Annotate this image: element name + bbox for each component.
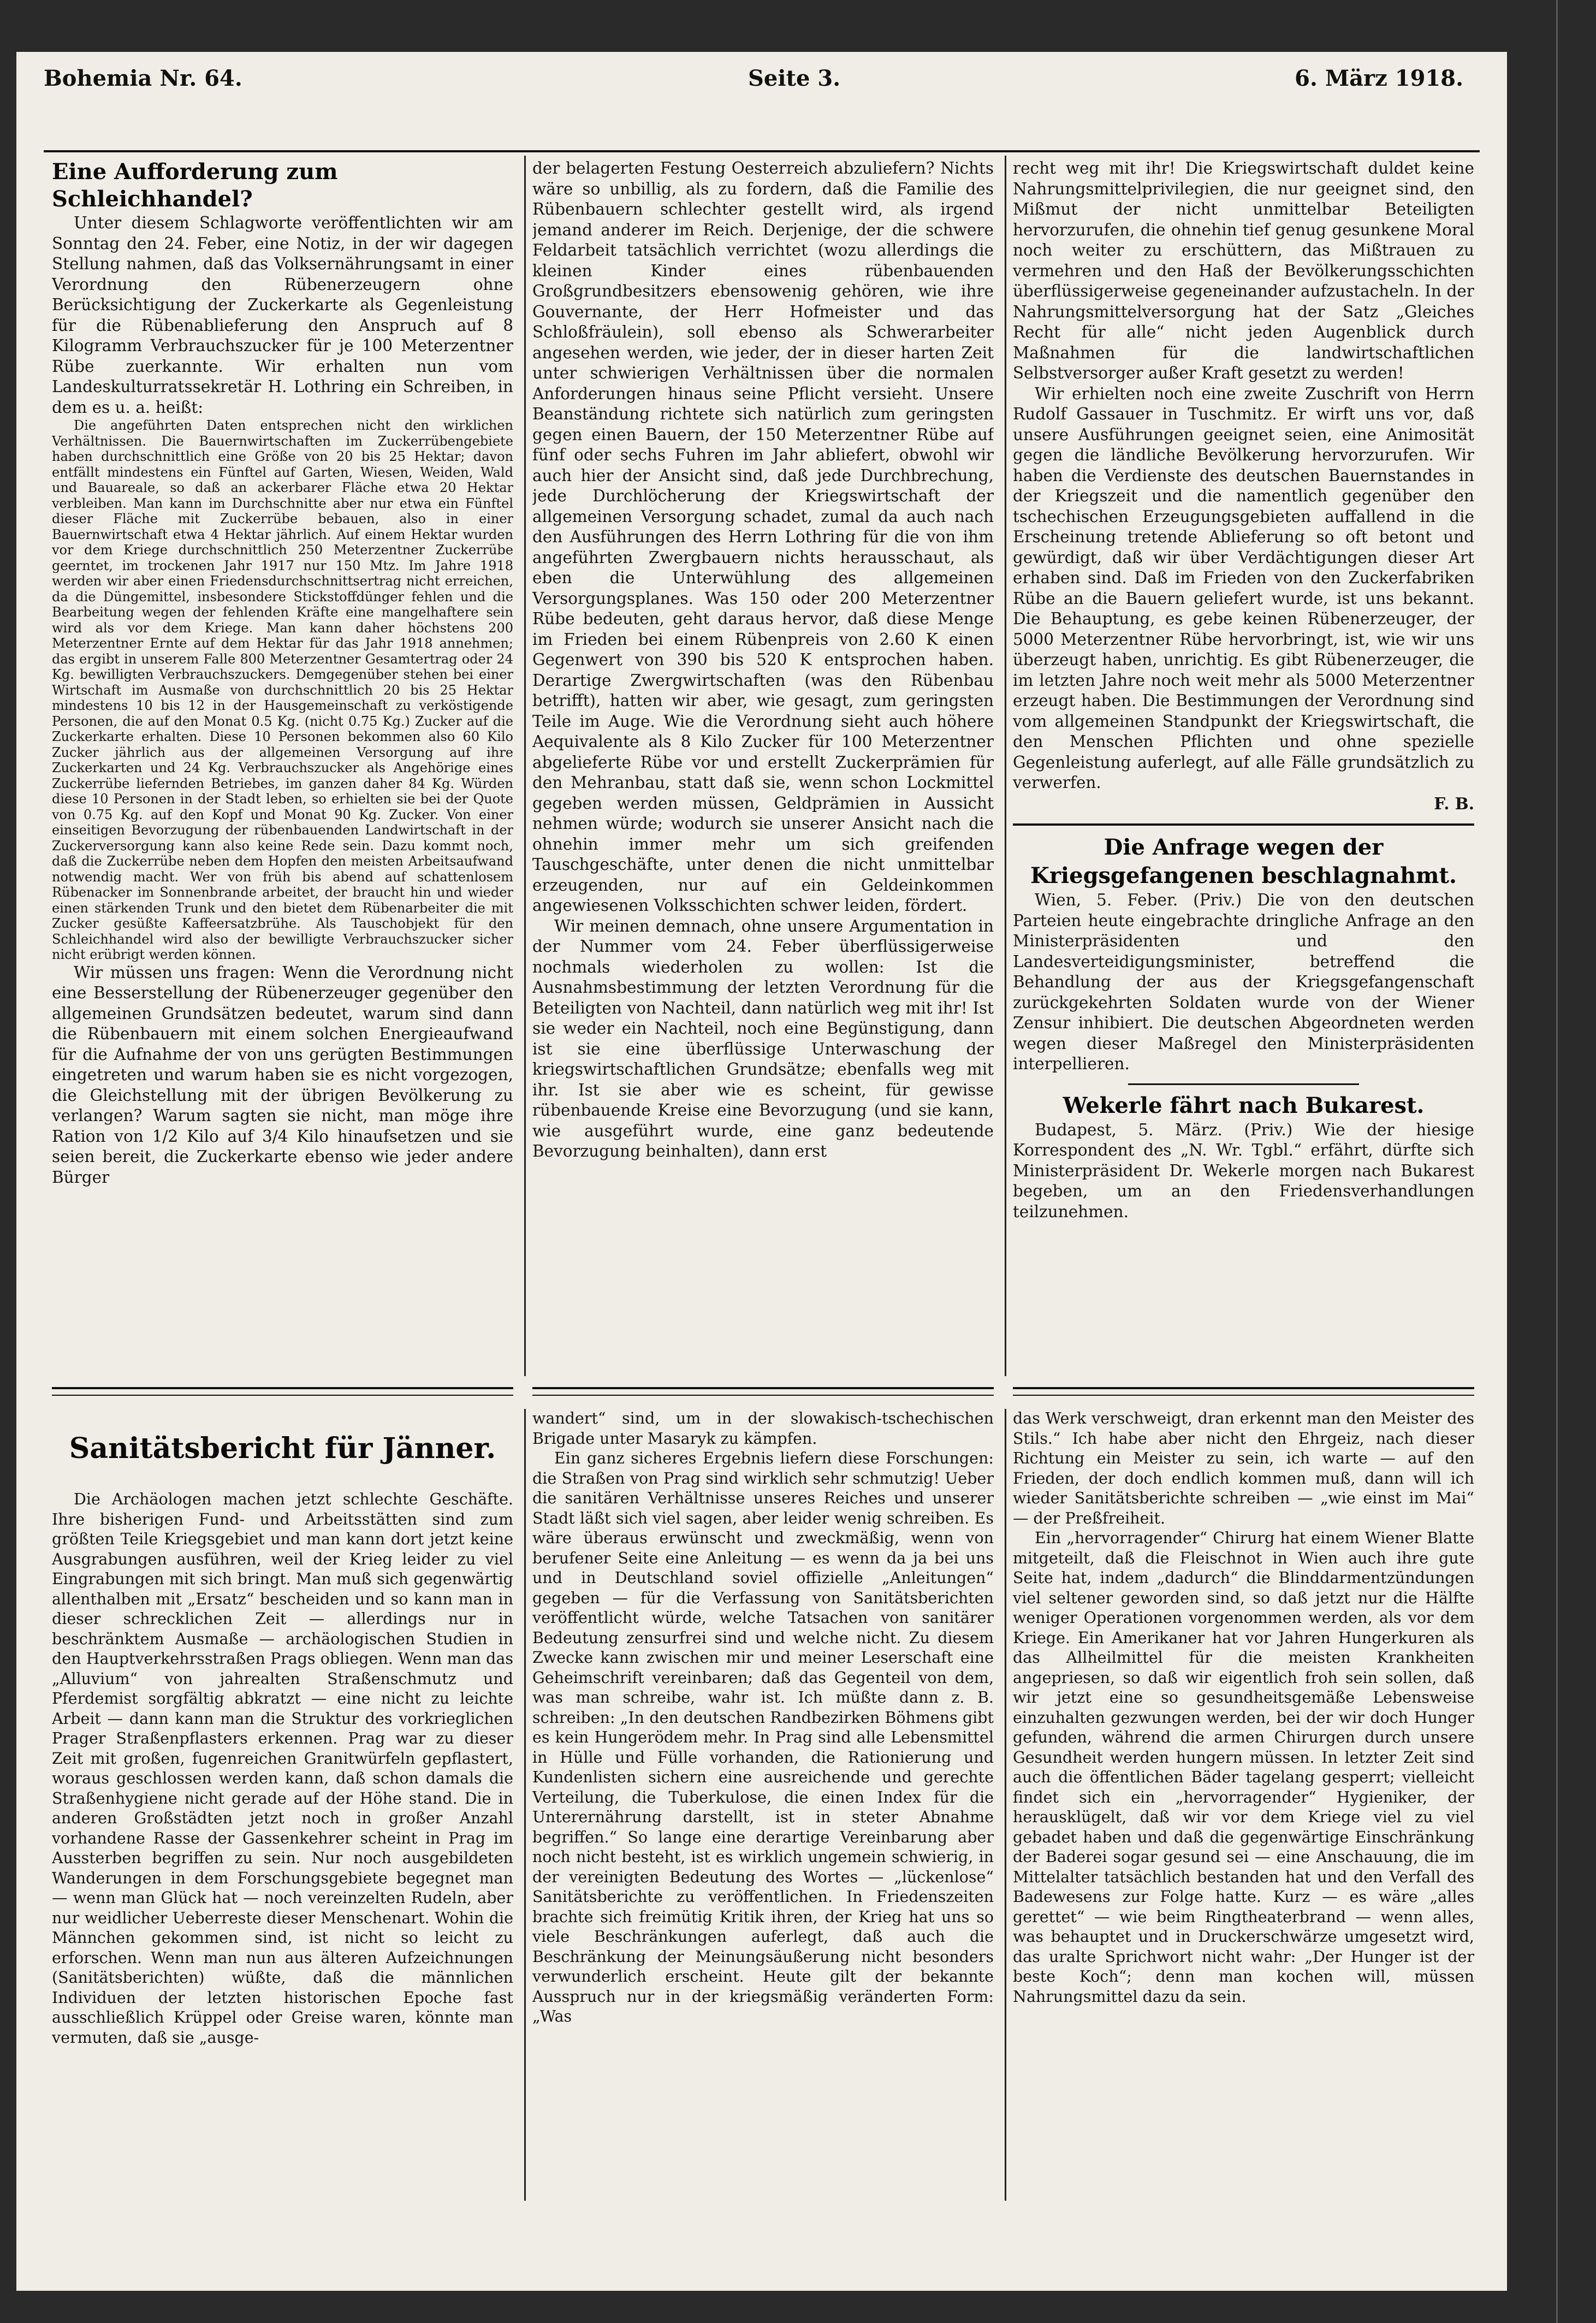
aufforderung-paragraph-2: Wir müssen uns fragen: Wenn die Verordnung nicht eine Besserstellung der Rübenerzeuger gegenüber den allgemeinen Grundsätzen bedeutet, warum sind dann die Rübenbauern mit einem solchen Energieaufwand für die Aufnahme der von uns gerügten Bestimmungen eingetreten und warum haben sie es nicht vorgezogen, die Gleichstellung mit der übrigen Bevölkerung zu verlangen? Warum sagten sie nicht, man möge ihre Ration von 1/2 Kilo auf 3/4 Kilo hinaufsetzen und sie seien bereit, die Zuckerkarte ebenso wie jeder andere Bürger xyxy=(52,963,513,1187)
section-rule-middle xyxy=(532,1387,994,1396)
headline-wekerle: Wekerle fährt nach Bukarest. xyxy=(1063,1092,1425,1118)
wekerle-text: Budapest, 5. März. (Priv.) Wie der hiesige Korrespondent des „N. Wr. Tgbl.“ erfährt, dürfte sich Ministerpräsident Dr. Wekerle morgen nach Bukarest begeben, um an den Friedensverhandlungen teilzunehmen. xyxy=(1013,1120,1474,1221)
column-rule-4 xyxy=(1005,1409,1006,2201)
column-3-lower xyxy=(1013,1409,1474,2201)
headline-sanitaetsbericht: Sanitätsbericht für Jänner. xyxy=(69,1432,496,1465)
aufforderung-paragraph-6: Wir erhielten noch eine zweite Zuschrift von Herrn Rudolf Gassauer in Tuschmitz. Er wirft uns vor, daß unsere Ausführungen geeignet seien, eine Animosität gegen die ländliche Bevölkerung hervorzurufen. Wir haben die Verdienste des deutschen Bauernstandes in der Kriegszeit und die namentlich gegenüber den tschechischen Erzeugungsgebieten auffallend in die Erscheinung tretende Ablieferung so oft betont und gewürdigt, daß wir über Verdächtigungen dieser Art erhaben sind. Daß im Frieden von den Zuckerfabriken Rübe an die Bauern geliefert wurde, ist uns bekannt. Die Behauptung, es gebe keinen Rübenerzeuger, der 5000 Meterzentner Rübe hervorbringt, ist, wie wir uns überzeugt haben, unrichtig. Es gibt Rübenerzeuger, die im letzten Jahre noch weit mehr als 5000 Meterzentner erzeugt haben. Die Bestimmungen der Verordnung sind vom allgemeinen Standpunkt der Kriegswirtschaft, die den Menschen Pflichten und ohne spezielle Gegenleistung auferlegt, auf alle Fälle grundsätzlich zu verwerfen. xyxy=(1013,384,1474,792)
masthead-date: 6. März 1918. xyxy=(1295,66,1463,91)
aufforderung-paragraph-4: Wir meinen demnach, ohne unsere Argumentation in der Nummer vom 24. Feber überflüssigerweise nochmals wiederholen zu wollen: Ist die Ausnahmsbestimmung der letzten Verordnung für die Beteiligten von Nachteil, dann natürlich weg mit ihr! Ist sie weder ein Nachteil, noch eine Begünstigung, dann ist sie eine überflüssige Unterwaschung der kriegswirtschaftlichen Grundsätze; ebenfalls weg mit ihr. Ist sie aber wie es scheint, für gewisse rübenbauende Kreise eine Bevorzugung (und sie kann, wie ausgeführt wurde, eine ganz bedeutende Bevorzugung beinhalten), dann erst xyxy=(532,916,994,1160)
column-2-lower xyxy=(532,1409,994,2201)
sanitaet-paragraph-3: Ein ganz sicheres Ergebnis liefern diese Forschungen: die Straßen von Prag sind wirklich sehr schmutzig! Ueber die sanitären Verhältnisse unseres Reiches und unserer Stadt läßt sich viel sagen, aber leider wenig schreiben. Es wäre überaus erwünscht und zweckmäßig, wenn von berufener Seite eine Anleitung — es wenn da ja bei uns und in Deutschland soviel offizielle „Anleitungen“ gegeben — für die Verfassung von Sanitätsberichten veröffentlicht würde, welche Tatsachen von sanitärer Bedeutung zensurfrei sind und welche nicht. Zu diesem Zwecke kann zwischen mir und meiner Leserschaft eine Geheimschrift vereinbaren; daß das Gegenteil von dem, was man schreibe, wahr ist. Ich müßte dann z. B. schreiben: „In den deutschen Randbezirken Böhmens gibt es kein Hungerödem mehr. In Prag sind alle Lebensmittel in Hülle und Fülle vorhanden, die Rationierung und Kundenlisten sichern eine ausreichende und gerechte Verteilung, die Tuberkulose, die einen Index für die Unterernährung darstellt, ist in steter Abnahme begriffen.“ So lange eine derartige Vereinbarung aber noch nicht besteht, ist es wirklich ungemein schwierig, in der vereinigten Bedeutung des Wortes — „lückenlose“ Sanitätsberichte zu veröffentlichen. In Friedenszeiten brachte sich freimütig Kritik ihren, der Krieg hat uns so viele Beschränkungen auferlegt, daß auch die Beschränkung der Meinungsäußerung nicht besonders verwunderlich erscheint. Heute gilt der bekannte Ausspruch nur in der kriegsmäßig veränderten Form: „Was xyxy=(532,1449,994,2025)
column-rule-3 xyxy=(524,1409,526,2201)
column-rule-1 xyxy=(524,156,526,1376)
article-divider xyxy=(1013,823,1474,826)
aufforderung-paragraph-1: Unter diesem Schlagworte veröffentlichten wir am Sonntag den 24. Feber, eine Notiz, in der wir dagegen Stellung nahmen, daß das Volksernährungsamt in einer Verordnung den Rübenerzeugern ohne Berücksichtigung der Zuckerkarte als Gegenleistung für die Rübenablieferung den Anspruch auf 8 Kilogramm Verbrauchszucker für je 100 Meterzentner Rübe zuerkannte. Wir erhalten nun vom Landeskulturratssekretär H. Lothring ein Schreiben, in dem es u. a. heißt: xyxy=(52,214,513,417)
section-rule-left xyxy=(52,1387,513,1396)
column-3-upper xyxy=(1013,158,1474,1376)
masthead xyxy=(44,60,1463,98)
page-edge xyxy=(1556,0,1558,2323)
headline-anfrage: Die Anfrage wegen der Kriegsgefangenen beschlagnahmt. xyxy=(1030,834,1457,888)
column-1-upper xyxy=(52,158,513,1376)
masthead-issue: Bohemia Nr. 64. xyxy=(44,66,242,91)
sanitaet-paragraph-2: wandert“ sind, um in der slowakisch-tschechischen Brigade unter Masaryk zu kämpfen. xyxy=(532,1409,994,1448)
aufforderung-signature: F. B. xyxy=(1434,793,1474,813)
column-rule-2 xyxy=(1005,156,1006,1376)
section-rule-right xyxy=(1013,1387,1474,1396)
article-divider-short xyxy=(1128,1083,1359,1085)
masthead-page-number: Seite 3. xyxy=(748,66,841,91)
headline-aufforderung: Eine Aufforderung zum Schleichhandel? xyxy=(52,159,338,212)
column-1-lower xyxy=(52,1420,513,2201)
sanitaet-paragraph-4: das Werk verschweigt, dran erkennt man den Meister des Stils.“ Ich habe aber nicht den Ehrgeiz, nach dieser Richtung ein Meister zu sein, ich warte — auf den Frieden, der doch endlich kommen muß, dann will ich wieder Sanitätsberichte schreiben — „wie einst im Mai“ — der Preßfreiheit. xyxy=(1013,1409,1474,1527)
masthead-rule xyxy=(44,150,1480,152)
sanitaet-paragraph-1: Die Archäologen machen jetzt schlechte Geschäfte. Ihre bisherigen Fund- und Arbeitsstätten sind zum größten Teile Kriegsgebiet und man kann dort jetzt keine Ausgrabungen ausführen, weil der Krieg leider zu viel Eingrabungen mit sich bringt. Man muß sich gegenwärtig allenthalben mit „Ersatz“ bescheiden und so kann man in dieser schrecklichen Zeit — allerdings nur in beschränktem Ausmaße — archäologischen Studien in den Hauptverkehrsstraßen Prags obliegen. Wenn man das „Alluvium“ von jahrealten Straßenschmutz und Pferdemist sorgfältig abkratzt — eine nicht zu leichte Arbeit — dann kann man die Struktur des vorkrieglichen Prager Straßenpflasters erkennen. Prag war zu dieser Zeit mit großen, fugenreichen Granitwürfeln gepflastert, woraus geschlossen werden kann, daß schon damals die Straßenhygiene nicht gerade auf der Höhe stand. Die in anderen Großstädten jetzt noch in großer Anzahl vorhandene Rasse der Gassenkehrer scheint in Prag im Aussterben begriffen zu sein. Nur noch ausgebildeten Wanderungen in dem Forschungsgebiete begegnet man — wenn man Glück hat — noch vereinzelten Rudeln, aber nur weidlicher Ueberreste dieser Menschenart. Wohin die Männchen gekommen sind, ist nicht so leicht zu erforschen. Wenn man nun aus älteren Aufzeichnungen (Sanitätsberichten) wüßte, daß die männlichen Individuen der letzten historischen Epoche fast ausschließlich Krüppel oder Greise waren, könnte man vermuten, daß sie „ausge- xyxy=(52,1490,513,2047)
column-2-upper xyxy=(532,158,994,1376)
aufforderung-paragraph-5: recht weg mit ihr! Die Kriegswirtschaft duldet keine Nahrungsmittelprivilegien, die nur geeignet sind, den Mißmut der nicht unmittelbar Beteiligten hervorzurufen, die ohnehin tief genug gesunkene Moral noch weiter zu erschüttern, das Mißtrauen zu vermehren und den Haß der Bevölkerungsschichten überflüssigerweise gegeneinander aufzustacheln. In der Nahrungsmittelversorgung hat der Satz „Gleiches Recht für alle“ nicht jeden Augenblick durch Maßnahmen für die landwirtschaftlichen Selbstversorger außer Kraft gesetzt zu werden! xyxy=(1013,159,1474,382)
anfrage-text: Wien, 5. Feber. (Priv.) Die von den deutschen Parteien heute eingebrachte dringliche Anfrage an den Ministerpräsidenten und den Landesverteidigungsminister, betreffend die Behandlung der aus der Kriegsgefangenschaft zurückgekehrten Soldaten wurde von der Wiener Zensur inhibiert. Die deutschen Abgeordneten werden wegen dieser Maßregel den Ministerpräsidenten interpellieren. xyxy=(1013,891,1474,1073)
sanitaet-paragraph-5: Ein „hervorragender“ Chirurg hat einem Wiener Blatte mitgeteilt, daß die Fleischnot in Wien auch ihre gute Seite hat, indem „dadurch“ die Blinddarmentzündungen viel seltener geworden sind, so daß jetzt nur die Hälfte weniger Operationen vorgenommen werden, als vor dem Kriege. Ein Amerikaner hat vor Jahren Hungerkuren als das Allheilmittel für die meisten Krankheiten angepriesen, so daß wir eigentlich froh sein sollen, daß wir jetzt eine so gesundheitsgemäße Lebensweise einzuhalten gezwungen werden, bei der wir doch Hunger gefunden, während die armen Chirurgen durch unsere Gesundheit werden hungern müssen. In letzter Zeit sind auch die öffentlichen Bäder tagelang gesperrt; vielleicht findet sich ein „hervorragender“ Hygieniker, der herausklügelt, daß wir vor dem Kriege viel zu viel gebadet haben und daß die gegenwärtige Einschränkung der Baderei sogar gesund sei — eine Anschauung, die im Mittelalter tatsächlich bestanden hat und den Verfall des Badewesens zur Folge hatte. Kurz — es wäre „alles gerettet“ — wie beim Ringtheaterbrand — wenn alles, was behauptet und in Druckerschwärze umgesetzt wird, das uralte Sprichwort nicht wahr: „Der Hunger ist der beste Koch“; denn man kochen will, müssen Nahrungsmittel dazu da sein. xyxy=(1013,1529,1474,2006)
aufforderung-quote: Die angeführten Daten entsprechen nicht den wirklichen Verhältnissen. Die Bauernwirtschaften im Zuckerrübengebiete haben durchschnittlich eine Größe von 20 bis 25 Hektar; davon entfällt mindestens ein Fünftel auf Garten, Wiesen, Weiden, Wald und Bauareale, so daß an ackerbarer Fläche etwa 20 Hektar verbleiben. Man kann im Durchschnitte aber nur etwa ein Fünftel dieser Fläche mit Zuckerrübe bebauen, also in einer Bauernwirtschaft etwa 4 Hektar jährlich. Auf einem Hektar wurden vor dem Kriege durchschnittlich 250 Meterzentner Zuckerrübe geerntet, im trockenen Jahr 1917 nur 150 Mtz. Im Jahre 1918 werden wir aber einen Friedensdurchschnittsertrag nicht erreichen, da die Düngemittel, insbesondere Stickstoffdünger fehlen und die Bearbeitung wegen der fehlenden Kräfte eine mangelhaftere sein wird als vor dem Kriege. Man kann daher höchstens 200 Meterzentner Ernte auf dem Hektar für das Jahr 1918 annehmen; das ergibt in unserem Falle 800 Meterzentner Gesamtertrag oder 24 Kg. bewilligten Verbrauchszuckers. Demgegenüber stehen bei einer Wirtschaft im Ausmaße von durchschnittlich 20 bis 25 Hektar mindestens 10 bis 12 in der Hausgemeinschaft zu verköstigende Personen, die auf den Monat 0.5 Kg. (nicht 0.75 Kg.) Zucker auf die Zuckerkarte erhalten. Diese 10 Personen bekommen also 60 Kilo Zucker jährlich aus der allgemeinen Versorgung auf ihre Zuckerkarten und 24 Kg. Verbrauchszucker als Angehörige eines Zuckerrübe liefernden Betriebes, im ganzen daher 84 Kg. Würden diese 10 Personen in der Stadt leben, so erhielten sie bei der Quote von 0.75 Kg. auf den Kopf und Monat 90 Kg. Zucker. Von einer einseitigen Bevorzugung der rübenbauenden Landwirtschaft in der Zuckerversorgung kann also keine Rede sein. Dazu kommt noch, daß die Zuckerrübe neben dem Hopfen den meisten Arbeitsaufwand notwendig macht. Wer von früh bis abend auf schattenlosem Rübenacker im Sonnenbrande arbeitet, der braucht hin und wieder einen stärkenden Trunk und den bietet dem Rübenarbeiter die mit Zucker gesüßte Kaffeersatzbrühe. Als Tauschobjekt für den Schleichhandel wird also der bewilligte Verbrauchszucker sicher nicht erübrigt werden können. xyxy=(52,418,513,962)
aufforderung-paragraph-3: der belagerten Festung Oesterreich abzuliefern? Nichts wäre so unbillig, als zu fordern, daß die Familie des Rübenbauern schlechter gestellt wird, als irgend jemand anderer im Reich. Derjenige, der die schwere Feldarbeit tatsächlich verrichtet (wozu allerdings die kleinen Kinder eines rübenbauenden Großgrundbesitzers ebensowenig gehören, wie ihre Gouvernante, der Herr Hofmeister und das Schloßfräulein), soll ebenso als Schwerarbeiter angesehen werden, wie jeder, der in dieser harten Zeit unter schwierigen Verhältnissen über die normalen Anforderungen hinaus seine Pflicht versieht. Unsere Beanständung richtete sich natürlich zum geringsten gegen einen Bauern, der 150 Meterzentner Rübe auf fünf oder sechs Fuhren im Jahr abliefert, obwohl wir auch hier der Ansicht sind, daß jede Durchbrechung, jede Durchlöcherung der Kriegswirtschaft der allgemeinen Versorgung schadet, zumal da auch nach den Ausführungen des Herrn Lothring für die von ihm angeführten Zwergbauern nichts herausschaut, als eben die Unterwühlung des allgemeinen Versorgungsplanes. Was 150 oder 200 Meterzentner Rübe bedeuten, geht daraus hervor, daß diese Menge im Frieden bei einem Rübenpreis von 2.60 K einen Gegenwert von 390 bis 520 K entsprochen haben. Derartige Zwergwirtschaften (was den Rübenbau betrifft), hatten wir aber, wie gesagt, zum geringsten Teile im Auge. Wie die Verordnung sieht auch höhere Aequivalente als 8 Kilo Zucker für 100 Meterzentner abgelieferte Rübe vor und erstellt Zuckerprämien für den Mehranbau, statt daß sie, wenn schon Lockmittel gegeben werden müssen, Geldprämien in Aussicht nehmen würde; wodurch sie unserer Ansicht nach die ohnehin immer mehr um sich greifenden Tauschgeschäfte, unter denen die nicht unmittelbar erzeugenden, nur auf ein Geldeinkommen angewiesenen Volksschichten schwer leiden, fördert. xyxy=(532,159,994,915)
